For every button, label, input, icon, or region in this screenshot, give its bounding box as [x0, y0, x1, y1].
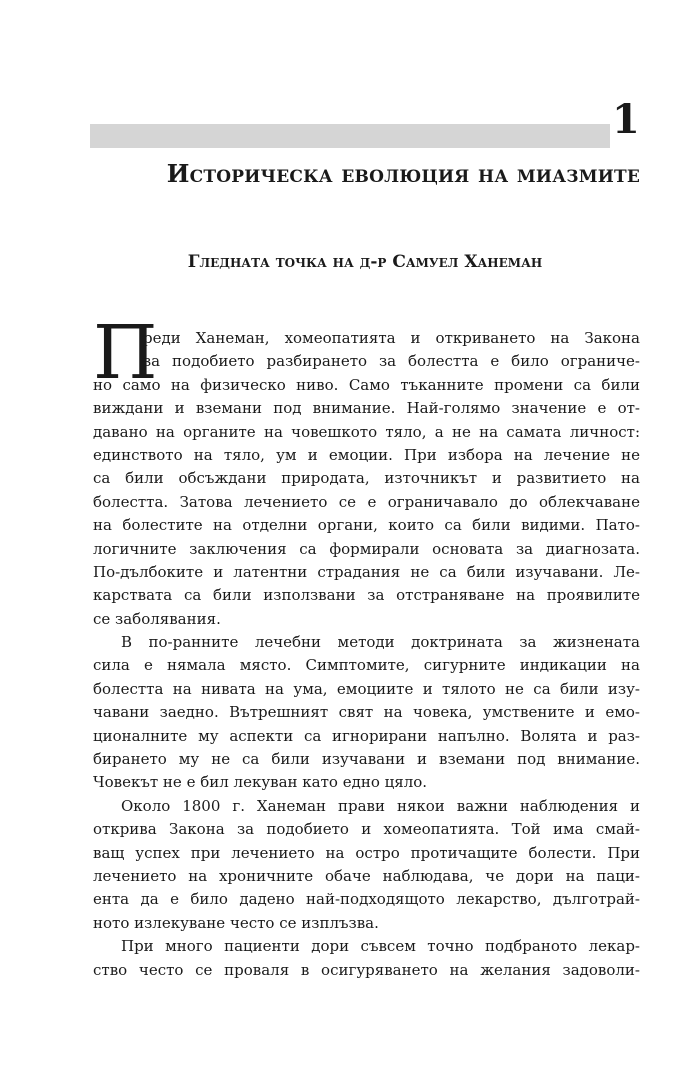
- text-line: ство често се проваля в осигуряването на желания задоволи-: [93, 960, 640, 979]
- text-line: са били обсъждани природата, източникът и развитието на: [93, 469, 640, 488]
- section-title: Гледната точка на д-р Самуел Ханеман: [187, 252, 543, 272]
- text-line: логичните заключения са формирали основата за диагнозата.: [93, 539, 640, 558]
- text-line: реди Ханеман, хомеопатията и откриването на Закона: [143, 329, 640, 347]
- text-line: По-дълбоките и латентни страдания не са били изучавани. Ле-: [93, 562, 640, 581]
- text-line: давано на органите на човешкото тяло, а не на самата личност:: [93, 422, 640, 441]
- text-line: бирането му не са били изучавани и вземани под внимание.: [93, 750, 640, 769]
- text-line: единството на тяло, ум и емоции. При избора на лечение не: [93, 445, 640, 464]
- text-line: на болестите на отделни органи, които са били видими. Пато-: [93, 516, 640, 535]
- text-line: ващ успех при лечението на остро протичащите болести. При: [93, 843, 640, 862]
- text-line: болестта на нивата на ума, емоциите и тялото не са били изу-: [93, 679, 640, 698]
- text-line: ното излекуване често се изплъзва.: [93, 913, 379, 932]
- chapter-title: Историческа еволюция на миазмите: [166, 159, 640, 188]
- text-line: болестта. Затова лечението се е ограничавало до облекчаване: [93, 492, 640, 511]
- text-line: се заболявания.: [93, 609, 221, 628]
- text-line: Човекът не е бил лекуван като едно цяло.: [93, 773, 428, 792]
- text-line: В по-ранните лечебни методи доктрината за жизнената: [121, 633, 640, 652]
- text-line: за подобието разбирането за болестта е било ограниче-: [143, 352, 640, 371]
- text-line: ента да е било дадено най-подходящото лекарство, дълготрай-: [93, 890, 640, 909]
- text-line: Около 1800 г. Ханеман прави някои важни наблюдения и: [121, 796, 640, 815]
- text-line: карствата са били използвани за отстраняване на проявилите: [93, 586, 640, 605]
- text-line: лечението на хроничните обаче наблюдава, че дори на паци-: [93, 866, 640, 885]
- text-line: чавани заедно. Вътрешният свят на човека, умствените и емо-: [93, 703, 640, 722]
- text-line: но само на физическо ниво. Само тъканните промени са били: [93, 375, 640, 394]
- chapter-header-bar: [90, 124, 610, 148]
- text-line: виждани и вземани под внимание. Най-голямо значение е от-: [93, 399, 640, 418]
- text-line: открива Закона за подобието и хомеопатията. Той има смай-: [93, 820, 640, 839]
- text-line: ционалните му аспекти са игнорирани напълно. Волята и раз-: [93, 726, 640, 745]
- text-line: сила е нямала място. Симптомите, сигурните индикации на: [93, 656, 640, 675]
- body-text: [93, 327, 640, 982]
- chapter-number: 1: [612, 96, 640, 143]
- drop-cap: П: [93, 310, 158, 396]
- text-line: При много пациенти дори съвсем точно подбраното лекар-: [121, 937, 640, 956]
